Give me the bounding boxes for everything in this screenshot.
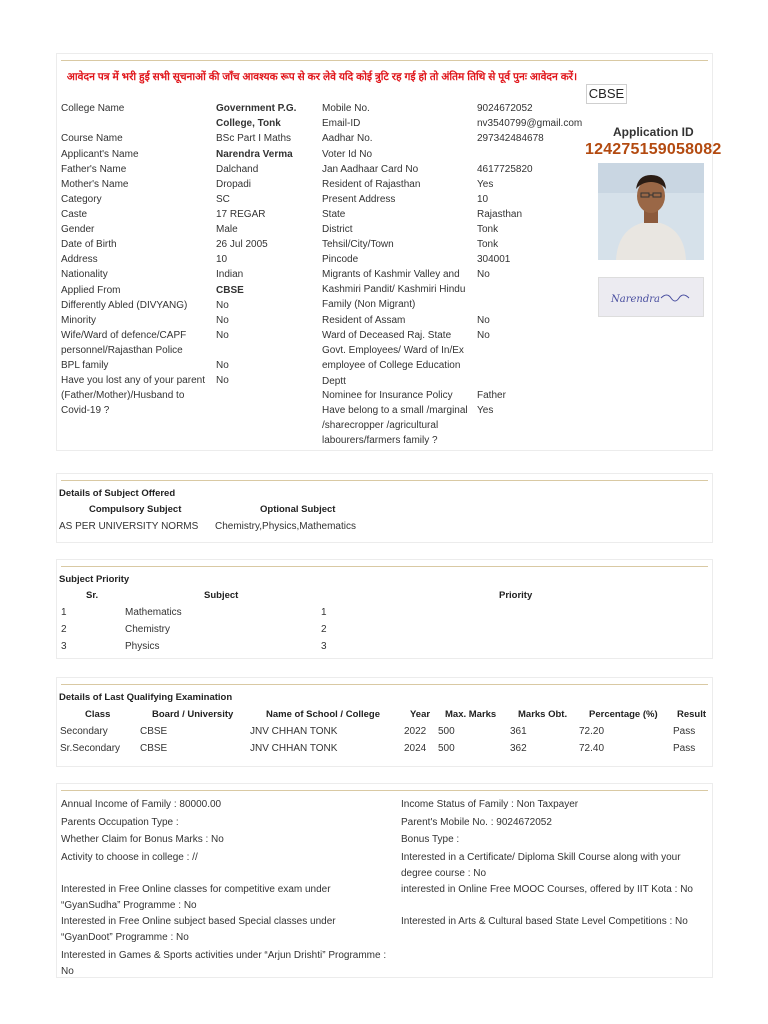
result-header: Result: [677, 709, 707, 720]
exam-row-pct: 72.40: [579, 743, 605, 754]
priority-row-subject: Physics: [125, 641, 160, 652]
applicant-details-card: [56, 53, 722, 451]
exam-row-pct: 72.20: [579, 726, 605, 737]
mooc: interested in Online Free MOOC Courses, offered by IIT Kota : No: [401, 884, 693, 895]
other-details-card: [56, 783, 713, 978]
priority-row-subject: Chemistry: [125, 624, 171, 635]
gyandoot: Interested in Free Online subject based Special classes under “GyanDoot” Programme : No: [61, 916, 336, 943]
value-dob: 26 Jul 2005: [216, 239, 268, 250]
value-jan-aadhaar: 4617725820: [477, 164, 533, 175]
value-deceased-ward: No: [477, 330, 490, 341]
label-pincode: Pincode: [322, 254, 359, 265]
label-mother-name: Mother's Name: [61, 179, 129, 190]
qualifying-exam-card: [56, 677, 713, 767]
subjects-offered-card: [56, 473, 713, 543]
value-resident-rajasthan: Yes: [477, 179, 494, 190]
value-caste: 17 REGAR: [216, 209, 266, 220]
value-pincode: 304001: [477, 254, 511, 265]
label-covid-loss: Have you lost any of your parent (Father/Mother)/Husband to Covid-19 ?: [61, 375, 205, 417]
label-gender: Gender: [61, 224, 95, 235]
income-status: Income Status of Family : Non Taxpayer: [401, 799, 579, 810]
value-kashmir-migrant: No: [477, 269, 490, 280]
divider: [61, 60, 708, 61]
label-category: Category: [61, 194, 102, 205]
value-nominee: Father: [477, 390, 506, 401]
label-nominee: Nominee for Insurance Policy: [322, 390, 453, 401]
label-mobile: Mobile No.: [322, 103, 370, 114]
label-resident-assam: Resident of Assam: [322, 315, 406, 326]
value-course-name: BSc Part I Maths: [216, 133, 292, 144]
value-college-name: Government P.G. College, Tonk: [216, 103, 297, 130]
label-bpl: BPL family: [61, 360, 109, 371]
label-email: Email-ID: [322, 118, 361, 129]
value-nationality: Indian: [216, 269, 244, 280]
value-address: 10: [216, 254, 228, 265]
label-course-name: Course Name: [61, 133, 123, 144]
exam-row-school: JNV CHHAN TONK: [250, 726, 338, 737]
label-divyang: Differently Abled (DIVYANG): [61, 300, 188, 311]
bonus-claim: Whether Claim for Bonus Marks : No: [61, 834, 224, 845]
skill-course: Interested in a Certificate/ Diploma Skill Course along with your degree course : No: [401, 852, 681, 879]
value-applied-from: CBSE: [216, 285, 244, 296]
label-nationality: Nationality: [61, 269, 108, 280]
qualifying-exam-title: Details of Last Qualifying Examination: [59, 692, 233, 703]
label-kashmir-migrant: Migrants of Kashmir Valley and Kashmiri Pandit/ Kashmiri Hindu Family (Non Migrant): [322, 269, 466, 311]
gyansudha: Interested in Free Online classes for competitive exam under “GyanSudha” Programme : No: [61, 884, 331, 911]
board-header: Board / University: [152, 709, 234, 720]
label-applicant-name: Applicant's Name: [61, 149, 139, 160]
application-id-label: Application ID: [613, 125, 694, 139]
applicant-signature: [598, 277, 704, 317]
label-defence-ward: Wife/Ward of defence/CAPF personnel/Rajasthan Police: [61, 330, 187, 357]
value-tehsil: Tonk: [477, 239, 499, 250]
value-father-name: Dalchand: [216, 164, 259, 175]
label-jan-aadhaar: Jan Aadhaar Card No: [322, 164, 419, 175]
value-aadhar: 297342484678: [477, 133, 544, 144]
value-bpl: No: [216, 360, 229, 371]
exam-row-class: Secondary: [60, 726, 108, 737]
value-applicant-name: Narendra Verma: [216, 149, 293, 160]
divider: [61, 790, 708, 791]
label-aadhar: Aadhar No.: [322, 133, 373, 144]
parents-occupation: Parents Occupation Type :: [61, 817, 179, 828]
label-minority: Minority: [61, 315, 97, 326]
application-id: 124275159058082: [585, 141, 722, 158]
compulsory-value: AS PER UNIVERSITY NORMS: [59, 521, 199, 532]
board-badge: CBSE: [586, 84, 627, 104]
subject-header: Subject: [204, 590, 239, 601]
exam-row-year: 2022: [404, 726, 427, 737]
notice-text: आवेदन पत्र में भरी हुई सभी सूचनाओं की जाँच आवश्यक रूप से कर लेवे यदि कोई त्रुटि रह गई हो तो अंतिम तिथि से पूर्व पुनः आवेदन करें।: [66, 71, 578, 83]
value-resident-assam: No: [477, 315, 490, 326]
annual-income: Annual Income of Family : 80000.00: [61, 799, 222, 810]
divider: [61, 480, 708, 481]
value-present-address: 10: [477, 194, 489, 205]
exam-row-max: 500: [438, 743, 455, 754]
value-state: Rajasthan: [477, 209, 523, 220]
exam-row-obt: 362: [510, 743, 527, 754]
exam-row-board: CBSE: [140, 743, 168, 754]
label-applied-from: Applied From: [61, 285, 121, 296]
year-header: Year: [410, 709, 431, 720]
label-college-name: College Name: [61, 103, 125, 114]
value-mother-name: Dropadi: [216, 179, 252, 190]
signature-text: Narendra: [611, 294, 660, 305]
priority-row-sr: 3: [61, 641, 67, 652]
parents-mobile: Parent's Mobile No. : 9024672052: [401, 817, 552, 828]
exam-row-result: Pass: [673, 726, 696, 737]
label-voter-id: Voter Id No: [322, 149, 373, 160]
divider: [61, 566, 708, 567]
arjun-drishti: Interested in Games & Sports activities under “Arjun Drishti” Programme : No: [61, 950, 387, 977]
divider: [61, 684, 708, 685]
max-marks-header: Max. Marks: [445, 709, 497, 720]
percentage-header: Percentage (%): [589, 709, 658, 720]
exam-row-year: 2024: [404, 743, 427, 754]
value-minority: No: [216, 315, 229, 326]
exam-row-obt: 361: [510, 726, 527, 737]
priority-row-sr: 2: [61, 624, 67, 635]
label-resident-rajasthan: Resident of Rajasthan: [322, 179, 421, 190]
exam-row-board: CBSE: [140, 726, 168, 737]
value-district: Tonk: [477, 224, 499, 235]
label-state: State: [322, 209, 346, 220]
subject-priority-card: [56, 559, 713, 659]
optional-value: Chemistry,Physics,Mathematics: [215, 521, 356, 532]
exam-row-school: JNV CHHAN TONK: [250, 743, 338, 754]
arts-competitions: Interested in Arts & Cultural based State Level Competitions : No: [401, 916, 688, 927]
bonus-type: Bonus Type :: [401, 834, 460, 845]
value-defence-ward: No: [216, 330, 229, 341]
label-district: District: [322, 224, 353, 235]
exam-row-max: 500: [438, 726, 455, 737]
label-address: Address: [61, 254, 98, 265]
sr-header: Sr.: [86, 590, 99, 601]
value-covid-loss: No: [216, 375, 229, 386]
label-father-name: Father's Name: [61, 164, 127, 175]
optional-header: Optional Subject: [260, 504, 336, 515]
exam-row-class: Sr.Secondary: [60, 743, 121, 754]
class-header: Class: [85, 709, 111, 720]
value-divyang: No: [216, 300, 229, 311]
priority-row-sr: 1: [61, 607, 67, 618]
exam-row-result: Pass: [673, 743, 696, 754]
label-tehsil: Tehsil/City/Town: [322, 239, 394, 250]
activity-choice: Activity to choose in college : //: [61, 852, 198, 863]
label-caste: Caste: [61, 209, 88, 220]
priority-row-priority: 1: [321, 607, 327, 618]
priority-row-priority: 3: [321, 641, 327, 652]
value-gender: Male: [216, 224, 238, 235]
subjects-offered-title: Details of Subject Offered: [59, 488, 176, 499]
label-present-address: Present Address: [322, 194, 396, 205]
value-mobile: 9024672052: [477, 103, 533, 114]
label-dob: Date of Birth: [61, 239, 117, 250]
value-email: nv3540799@gmail.com: [477, 118, 583, 129]
school-header: Name of School / College: [266, 709, 381, 720]
label-small-farmer: Have belong to a small /marginal /sharecropper /agricultural labourers/farmers family ?: [322, 405, 468, 447]
subject-priority-title: Subject Priority: [59, 574, 130, 585]
compulsory-header: Compulsory Subject: [89, 504, 182, 515]
value-category: SC: [216, 194, 230, 205]
priority-header: Priority: [499, 590, 533, 601]
marks-obt-header: Marks Obt.: [518, 709, 568, 720]
priority-row-priority: 2: [321, 624, 327, 635]
priority-row-subject: Mathematics: [125, 607, 182, 618]
applicant-photo: [598, 163, 704, 260]
value-small-farmer: Yes: [477, 405, 494, 416]
label-deceased-ward: Ward of Deceased Raj. State Govt. Employees/ Ward of In/Ex employee of College Education Deptt: [322, 330, 464, 387]
